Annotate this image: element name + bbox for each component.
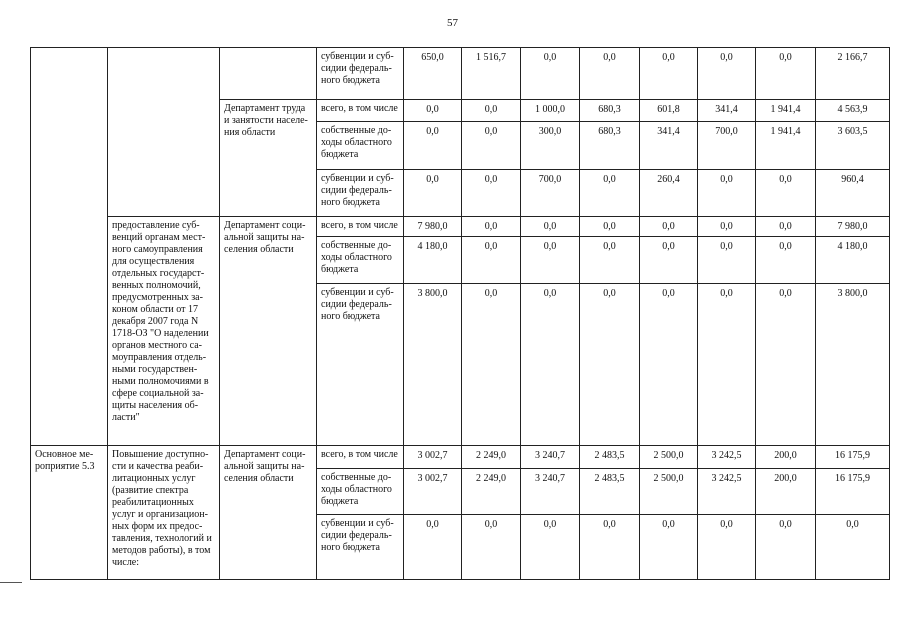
value-cell: 700,0 <box>698 122 756 170</box>
total-cell: 2 166,7 <box>816 48 890 100</box>
value-cell: 0,0 <box>698 237 756 284</box>
value-cell: 341,4 <box>698 100 756 122</box>
value-cell: 0,0 <box>580 284 640 446</box>
table-row <box>31 217 890 237</box>
measure-cell-continued <box>108 48 220 217</box>
page-number: 57 <box>447 17 458 29</box>
value-cell: 680,3 <box>580 100 640 122</box>
value-cell: 0,0 <box>462 170 521 217</box>
value-cell: 3 800,0 <box>404 284 462 446</box>
funding-source-label: собственные до-ходы областного бюджета <box>317 237 404 284</box>
funding-source-label: собственные до-ходы областного бюджета <box>317 469 404 515</box>
value-cell: 2 483,5 <box>580 469 640 515</box>
total-cell: 4 180,0 <box>816 237 890 284</box>
value-cell: 700,0 <box>521 170 580 217</box>
funding-source-label: всего, в том числе <box>317 100 404 122</box>
total-cell: 16 175,9 <box>816 469 890 515</box>
funding-source-label: субвенции и суб-сидии федераль-ного бюджета <box>317 48 404 100</box>
value-cell: 2 500,0 <box>640 446 698 469</box>
table-row <box>31 48 890 100</box>
value-cell: 1 516,7 <box>462 48 521 100</box>
value-cell: 341,4 <box>640 122 698 170</box>
value-cell: 0,0 <box>698 515 756 580</box>
value-cell: 1 941,4 <box>756 122 816 170</box>
value-cell: 3 242,5 <box>698 446 756 469</box>
code-cell-continued <box>31 48 108 446</box>
value-cell: 2 249,0 <box>462 446 521 469</box>
funding-source-label: субвенции и суб-сидии федераль-ного бюджета <box>317 170 404 217</box>
table-row <box>31 446 890 469</box>
value-cell: 0,0 <box>640 217 698 237</box>
value-cell: 3 242,5 <box>698 469 756 515</box>
value-cell: 0,0 <box>756 284 816 446</box>
value-cell: 0,0 <box>404 170 462 217</box>
department-cell: Департамент труда и занятости населе-ния области <box>220 100 317 217</box>
value-cell: 300,0 <box>521 122 580 170</box>
department-cell-continued <box>220 48 317 100</box>
value-cell: 2 483,5 <box>580 446 640 469</box>
value-cell: 0,0 <box>580 48 640 100</box>
value-cell: 0,0 <box>640 48 698 100</box>
value-cell: 7 980,0 <box>404 217 462 237</box>
value-cell: 200,0 <box>756 446 816 469</box>
value-cell: 0,0 <box>462 122 521 170</box>
measure-code-cell: Основное ме-роприятие 5.3 <box>31 446 108 580</box>
value-cell: 0,0 <box>756 515 816 580</box>
value-cell: 0,0 <box>521 515 580 580</box>
value-cell: 0,0 <box>521 284 580 446</box>
value-cell: 0,0 <box>580 217 640 237</box>
value-cell: 0,0 <box>404 515 462 580</box>
value-cell: 0,0 <box>462 237 521 284</box>
value-cell: 3 002,7 <box>404 469 462 515</box>
value-cell: 0,0 <box>404 100 462 122</box>
value-cell: 680,3 <box>580 122 640 170</box>
value-cell: 260,4 <box>640 170 698 217</box>
value-cell: 3 240,7 <box>521 469 580 515</box>
value-cell: 0,0 <box>640 515 698 580</box>
value-cell: 0,0 <box>580 515 640 580</box>
total-cell: 16 175,9 <box>816 446 890 469</box>
value-cell: 0,0 <box>521 237 580 284</box>
value-cell: 3 002,7 <box>404 446 462 469</box>
measure-cell: предоставление суб-венций органам мест-ного самоуправления для осуществления отдельных государст-венных полномочий, предусмотренных за-коном области от 17 декабря 2007 года N 1718-ОЗ "О наделении органов местного са-моуправления отдель-ными государствен-ными полномочиями в сфере социальной за-щиты населения об-ласти" <box>108 217 220 446</box>
value-cell: 1 000,0 <box>521 100 580 122</box>
value-cell: 0,0 <box>580 237 640 284</box>
total-cell: 4 563,9 <box>816 100 890 122</box>
value-cell: 0,0 <box>640 237 698 284</box>
funding-source-label: всего, в том числе <box>317 446 404 469</box>
funding-source-label: собственные до-ходы областного бюджета <box>317 122 404 170</box>
funding-source-label: субвенции и суб-сидии федераль-ного бюджета <box>317 515 404 580</box>
margin-mark <box>0 582 22 583</box>
value-cell: 0,0 <box>462 100 521 122</box>
value-cell: 0,0 <box>756 217 816 237</box>
funding-source-label: субвенции и суб-сидии федераль-ного бюджета <box>317 284 404 446</box>
department-cell: Департамент соци-альной защиты на-селения области <box>220 446 317 580</box>
value-cell: 0,0 <box>462 217 521 237</box>
funding-source-label: всего, в том числе <box>317 217 404 237</box>
measure-cell: Повышение доступно-сти и качества реаби-литационных услуг (развитие спектра реабилитационных услуг и организацион-ных форм их предос-тавления, технологий и методов работы), в том числе: <box>108 446 220 580</box>
value-cell: 4 180,0 <box>404 237 462 284</box>
total-cell: 960,4 <box>816 170 890 217</box>
value-cell: 0,0 <box>521 217 580 237</box>
total-cell: 7 980,0 <box>816 217 890 237</box>
value-cell: 1 941,4 <box>756 100 816 122</box>
value-cell: 0,0 <box>698 217 756 237</box>
value-cell: 0,0 <box>756 237 816 284</box>
total-cell: 3 800,0 <box>816 284 890 446</box>
value-cell: 2 249,0 <box>462 469 521 515</box>
value-cell: 3 240,7 <box>521 446 580 469</box>
value-cell: 200,0 <box>756 469 816 515</box>
department-cell: Департамент соци-альной защиты на-селения области <box>220 217 317 446</box>
value-cell: 0,0 <box>640 284 698 446</box>
value-cell: 0,0 <box>698 170 756 217</box>
value-cell: 0,0 <box>404 122 462 170</box>
value-cell: 0,0 <box>462 284 521 446</box>
value-cell: 0,0 <box>580 170 640 217</box>
budget-table <box>30 47 890 580</box>
value-cell: 0,0 <box>756 170 816 217</box>
total-cell: 0,0 <box>816 515 890 580</box>
value-cell: 0,0 <box>698 48 756 100</box>
value-cell: 0,0 <box>521 48 580 100</box>
value-cell: 0,0 <box>698 284 756 446</box>
value-cell: 650,0 <box>404 48 462 100</box>
total-cell: 3 603,5 <box>816 122 890 170</box>
value-cell: 2 500,0 <box>640 469 698 515</box>
value-cell: 0,0 <box>462 515 521 580</box>
value-cell: 601,8 <box>640 100 698 122</box>
value-cell: 0,0 <box>756 48 816 100</box>
